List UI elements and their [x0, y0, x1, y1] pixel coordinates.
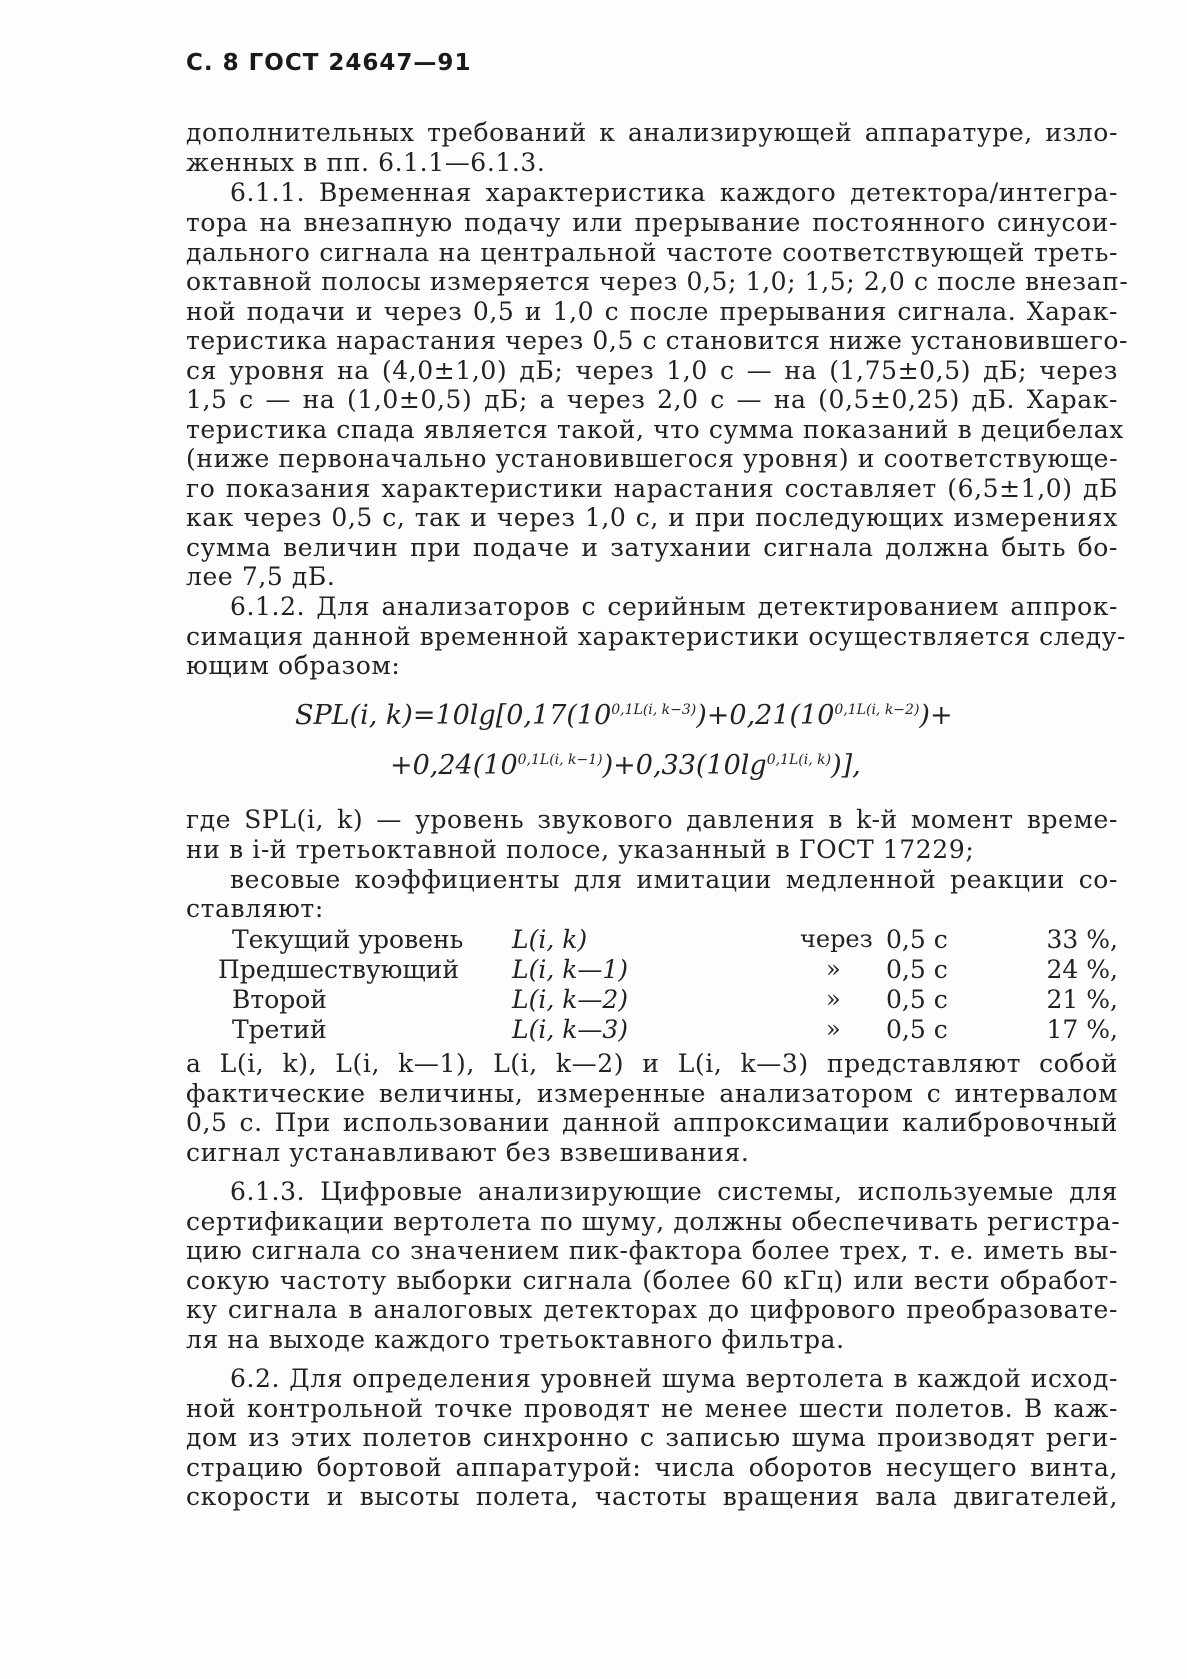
text-line: ку сигнала в аналоговых детекторах до цифрового преобразовате-	[186, 1295, 1118, 1324]
text-line: сертификации вертолета по шуму, должны обеспечивать регистра-	[186, 1207, 1121, 1236]
text-line: где SPL(i, k) — уровень звукового давления в k-й момент време-	[186, 805, 1118, 834]
text-line: (ниже первоначально установившегося уровня) и соответствующе-	[186, 444, 1119, 473]
text-line: а L(i, k), L(i, k—1), L(i, k—2) и L(i, k—3) представляют собой	[186, 1049, 1118, 1078]
formula	[295, 700, 953, 731]
formula-line-1: SPL(i, $k)=10\lg[0,17(10^{0,1L(i, k-3)})+0,21(10^{0,1L(i, k-2)})+$	[295, 700, 953, 731]
weight-time: 0,5 с	[886, 985, 948, 1014]
weight-label: Текущий уровень	[232, 925, 464, 954]
weight-label: Третий	[232, 1015, 327, 1044]
text-line: дополнительных требований к анализирующей аппаратуре, изло-	[186, 118, 1118, 147]
text-line: ной контрольной точке проводят не менее шести полетов. В каж-	[186, 1394, 1118, 1423]
weight-label: Второй	[232, 985, 327, 1014]
weight-expr: L(i, k—2)	[512, 985, 629, 1014]
text-line: фактические величины, измеренные анализатором с интервалом	[186, 1079, 1118, 1108]
text-line: сокую частоту выборки сигнала (более 60 кГц) или вести обработ-	[186, 1266, 1118, 1295]
text-line: скорости и высоты полета, частоты вращения вала двигателей,	[186, 1482, 1118, 1511]
text-line: ющим образом:	[186, 651, 401, 680]
text-line: тора на внезапную подачу или прерывание постоянного синусои-	[186, 208, 1118, 237]
weight-time: 0,5 с	[886, 925, 948, 954]
formula-line-2: $+0,24(10^{0,1L(i, k-1)})+0,33(10\lg^{0,1L(i, k)})$],	[390, 750, 861, 781]
text-line: 6.2. Для определения уровней шума вертолета в каждой исход-	[230, 1364, 1118, 1393]
text-line: лее 7,5 дБ.	[186, 562, 336, 591]
weight-pct: 21 %,	[1046, 985, 1118, 1014]
text-line: весовые коэффициенты для имитации медленной реакции со-	[230, 865, 1118, 894]
weight-label: Предшествующий	[218, 955, 459, 984]
weight-pct: 17 %,	[1046, 1015, 1118, 1044]
weight-sep: »	[826, 955, 841, 983]
text-line: 6.1.3. Цифровые анализирующие системы, используемые для	[230, 1177, 1118, 1206]
text-line: страцию бортовой аппаратурой: числа оборотов несущего винта,	[186, 1453, 1118, 1482]
weight-sep: через	[800, 925, 873, 953]
text-line: теристика спада является такой, что сумма показаний в децибелах	[186, 415, 1124, 444]
weight-time: 0,5 с	[886, 1015, 948, 1044]
text-line: ля на выходе каждого третьоктавного фильтра.	[186, 1325, 845, 1354]
text-line: октавной полосы измеряется через 0,5; 1,0; 1,5; 2,0 с после внезап-	[186, 267, 1129, 296]
weight-pct: 24 %,	[1046, 955, 1118, 984]
weight-sep: »	[826, 985, 841, 1013]
text-line: женных в пп. 6.1.1—6.1.3.	[186, 148, 546, 177]
weight-expr: L(i, k—3)	[512, 1015, 629, 1044]
weight-expr: L(i, k)	[512, 925, 588, 954]
text-line: сумма величин при подаче и затухании сигнала должна быть бо-	[186, 533, 1118, 562]
text-line: 6.1.2. Для анализаторов с серийным детектированием аппрок-	[230, 592, 1118, 621]
text-line: сигнал устанавливают без взвешивания.	[186, 1138, 750, 1167]
text-line: ной подачи и через 0,5 и 1,0 с после прерывания сигнала. Харак-	[186, 297, 1118, 326]
text-line: как через 0,5 с, так и через 1,0 с, и при последующих измерениях	[186, 503, 1118, 532]
text-line: 6.1.1. Временная характеристика каждого детектора/интегра-	[230, 178, 1118, 207]
text-line: ставляют:	[186, 894, 324, 923]
text-line: го показания характеристики нарастания составляет (6,5±1,0) дБ	[186, 474, 1118, 503]
weight-pct: 33 %,	[1046, 925, 1118, 954]
text-line: ся уровня на (4,0±1,0) дБ; через 1,0 с — на (1,75±0,5) дБ; через	[186, 356, 1118, 385]
weight-sep: »	[826, 1015, 841, 1043]
text-line: дального сигнала на центральной частоте соответствующей треть-	[186, 238, 1118, 267]
weight-expr: L(i, k—1)	[512, 955, 629, 984]
weight-time: 0,5 с	[886, 955, 948, 984]
text-line: 1,5 с — на (1,0±0,5) дБ; а через 2,0 с — на (0,5±0,25) дБ. Харак-	[186, 385, 1118, 414]
formula-continued	[390, 750, 861, 781]
text-line: 0,5 с. При использовании данной аппроксимации калибровочный	[186, 1108, 1118, 1137]
text-line: ни в i-й третьоктавной полосе, указанный в ГОСТ 17229;	[186, 835, 975, 864]
page-header: С. 8 ГОСТ 24647—91	[186, 50, 472, 76]
text-line: цию сигнала со значением пик-фактора более трех, т. е. иметь вы-	[186, 1236, 1118, 1265]
text-line: симация данной временной характеристики осуществляется следу-	[186, 622, 1126, 651]
text-line: дом из этих полетов синхронно с записью шума производят реги-	[186, 1423, 1118, 1452]
text-line: теристика нарастания через 0,5 с становится ниже установившего-	[186, 326, 1129, 355]
